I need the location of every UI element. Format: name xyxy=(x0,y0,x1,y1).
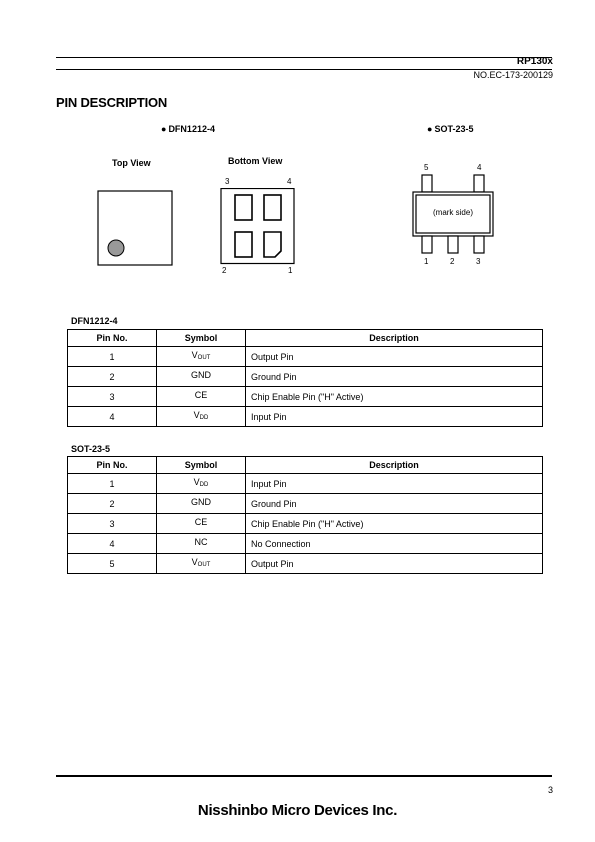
sot-pin-label-2: 2 xyxy=(450,257,455,266)
sot-table-title: SOT-23-5 xyxy=(71,444,111,454)
sot-pin-table xyxy=(67,456,543,574)
pin-symbol: NC xyxy=(157,534,246,554)
pin-description: Chip Enable Pin ("H" Active) xyxy=(246,387,543,407)
pin-number: 2 xyxy=(68,494,157,514)
header-description: Description xyxy=(246,457,543,474)
pin-description: Output Pin xyxy=(246,554,543,574)
pin-description: Chip Enable Pin ("H" Active) xyxy=(246,514,543,534)
dfn-top-view-diagram xyxy=(96,190,176,268)
company-name: Nisshinbo Micro Devices Inc. xyxy=(197,802,398,819)
table-row xyxy=(68,474,543,494)
mark-side-label: (mark side) xyxy=(432,208,473,217)
header-symbol: Symbol xyxy=(157,330,246,347)
pin-symbol: VOUT xyxy=(157,554,246,574)
header-pin-no: Pin No. xyxy=(68,330,157,347)
header-pin-no: Pin No. xyxy=(68,457,157,474)
sot-lead-4 xyxy=(474,175,484,192)
dfn-pin-label-1: 1 xyxy=(288,266,293,275)
pin-number: 4 xyxy=(68,534,157,554)
dfn-bottom-view-diagram xyxy=(220,188,296,266)
section-title: PIN DESCRIPTION xyxy=(56,95,168,110)
table-row xyxy=(68,387,543,407)
pin-symbol: VDD xyxy=(157,407,246,427)
bullet-icon: ● xyxy=(427,124,433,134)
pin-symbol: CE xyxy=(157,387,246,407)
header-description: Description xyxy=(246,330,543,347)
table-row xyxy=(68,407,543,427)
table-row xyxy=(68,514,543,534)
pad-3 xyxy=(235,195,252,220)
pin-description: Output Pin xyxy=(246,347,543,367)
table-row xyxy=(68,494,543,514)
pin1-mark-icon xyxy=(108,240,124,256)
pin-number: 5 xyxy=(68,554,157,574)
dfn-package-label: ● DFN1212-4 xyxy=(161,124,215,134)
top-view-label: Top View xyxy=(112,158,151,168)
sot-pin-label-1: 1 xyxy=(424,257,429,266)
pad-2 xyxy=(235,232,252,257)
pin-number: 4 xyxy=(68,407,157,427)
page-number: 3 xyxy=(547,785,553,795)
pad-1 xyxy=(264,232,281,257)
header-symbol: Symbol xyxy=(157,457,246,474)
pin-description: Input Pin xyxy=(246,407,543,427)
sot-lead-2 xyxy=(448,236,458,253)
dfn-pin-label-4: 4 xyxy=(287,177,292,186)
pin-number: 1 xyxy=(68,347,157,367)
sot-lead-1 xyxy=(422,236,432,253)
pin-number: 3 xyxy=(68,387,157,407)
sot-pin-label-3: 3 xyxy=(476,257,481,266)
sot-pin-label-5: 5 xyxy=(424,163,429,172)
pin-symbol: CE xyxy=(157,514,246,534)
part-number: RP130x xyxy=(516,56,553,67)
pin-symbol: GND xyxy=(157,367,246,387)
dfn-pin-label-2: 2 xyxy=(222,266,227,275)
sot-lead-5 xyxy=(422,175,432,192)
dfn-table-title: DFN1212-4 xyxy=(71,316,118,326)
table-row xyxy=(68,534,543,554)
pin-number: 3 xyxy=(68,514,157,534)
table-header-row xyxy=(68,457,543,474)
dfn-pin-table xyxy=(67,329,543,427)
dfn-top-package-outline xyxy=(98,191,172,265)
pin-number: 2 xyxy=(68,367,157,387)
pin-symbol: VDD xyxy=(157,474,246,494)
dfn-bottom-package-outline xyxy=(221,189,294,264)
pin-symbol: VOUT xyxy=(157,347,246,367)
header-top-rule xyxy=(56,57,552,58)
sot-pin-label-4: 4 xyxy=(477,163,482,172)
pin-symbol: GND xyxy=(157,494,246,514)
bullet-icon: ● xyxy=(161,124,167,134)
table-row xyxy=(68,554,543,574)
pin-description: Ground Pin xyxy=(246,494,543,514)
sot-lead-3 xyxy=(474,236,484,253)
sot-package-label: ● SOT-23-5 xyxy=(427,124,474,134)
dfn-pin-label-3: 3 xyxy=(225,177,230,186)
document-number: NO.EC-173-200129 xyxy=(473,70,553,80)
bottom-view-label: Bottom View xyxy=(228,156,283,166)
table-row xyxy=(68,367,543,387)
footer-rule xyxy=(56,775,552,777)
pin-description: Input Pin xyxy=(246,474,543,494)
table-header-row xyxy=(68,330,543,347)
pad-4 xyxy=(264,195,281,220)
table-row xyxy=(68,347,543,367)
pin-number: 1 xyxy=(68,474,157,494)
pin-description: Ground Pin xyxy=(246,367,543,387)
pin-description: No Connection xyxy=(246,534,543,554)
